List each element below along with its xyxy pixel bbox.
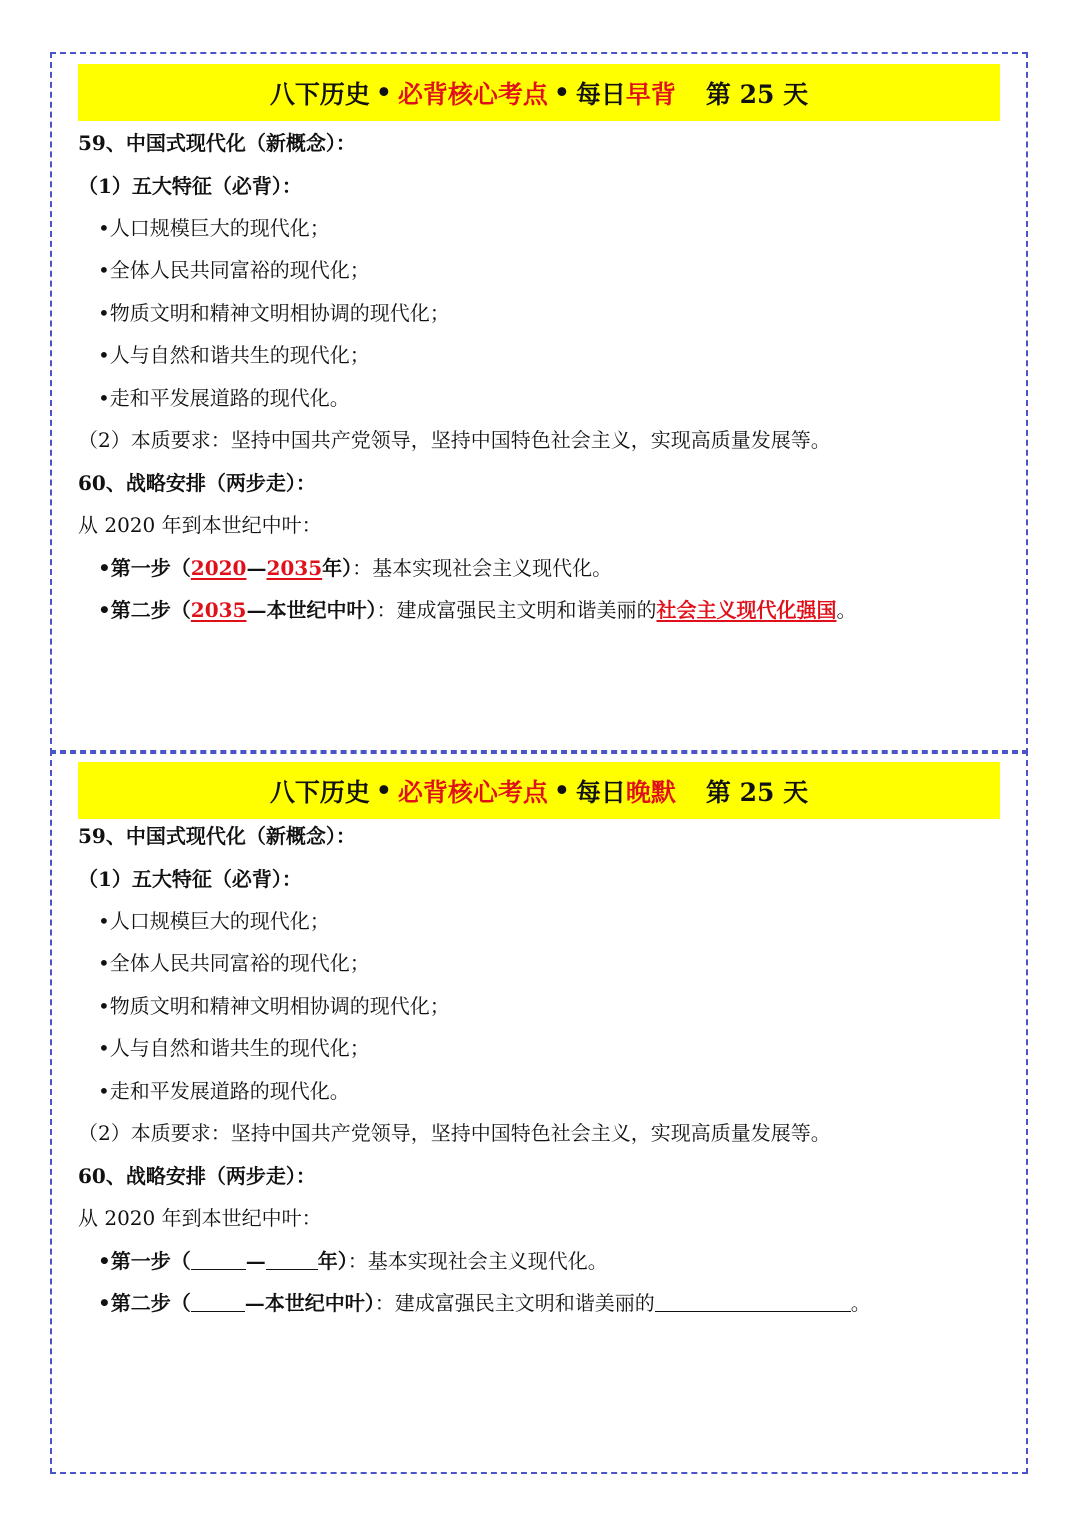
banner-daily: 每日 — [575, 777, 626, 807]
feature-item: •人口规模巨大的现代化； — [98, 216, 330, 240]
q59-title: 59、中国式现代化（新概念）： — [78, 131, 356, 155]
banner-mode: 早背 — [625, 79, 676, 109]
feature-item: •走和平发展道路的现代化。 — [98, 1079, 350, 1103]
step1-text: ：基本实现社会主义现代化。 — [352, 556, 613, 580]
step1-lead: •第一步（ — [98, 1249, 191, 1273]
banner-subject: 八下历史 — [269, 79, 370, 109]
feature-item: •全体人民共同富裕的现代化； — [98, 258, 370, 282]
q60-title: 60、战略安排（两步走）： — [78, 471, 316, 495]
step2-text: ：建成富强民主文明和谐美丽的 — [374, 1291, 655, 1315]
q59-sub1: （1）五大特征（必背）： — [78, 867, 302, 891]
step1-dash: — — [246, 556, 267, 580]
banner-mode: 晚默 — [625, 777, 676, 807]
banner-separator: • — [375, 776, 392, 805]
banner-subject: 八下历史 — [269, 777, 370, 807]
step2-line — [98, 597, 856, 623]
evening-card — [50, 750, 1028, 1474]
feature-item: •物质文明和精神文明相协调的现代化； — [98, 994, 450, 1018]
q60-intro: 从 2020 年到本世纪中叶： — [78, 513, 322, 537]
step1-text: ：基本实现社会主义现代化。 — [347, 1249, 608, 1273]
feature-item: •物质文明和精神文明相协调的现代化； — [98, 301, 450, 325]
step1-line — [98, 1248, 608, 1274]
q59-sub2: （2）本质要求：坚持中国共产党领导，坚持中国特色社会主义，实现高质量发展等。 — [78, 428, 831, 452]
feature-item: •人与自然和谐共生的现代化； — [98, 343, 370, 367]
step2-blank-goal[interactable] — [655, 1291, 851, 1312]
step2-text: ：建成富强民主文明和谐美丽的 — [376, 598, 657, 622]
step2-goal: 社会主义现代化强国 — [656, 598, 837, 622]
evening-banner — [78, 762, 1000, 819]
step1-dash: — — [245, 1249, 266, 1273]
banner-separator: • — [553, 776, 570, 805]
step2-end: 。 — [850, 1291, 871, 1315]
banner-separator: • — [553, 78, 570, 107]
step2-lead: •第二步（ — [98, 598, 191, 622]
q59-sub2: （2）本质要求：坚持中国共产党领导，坚持中国特色社会主义，实现高质量发展等。 — [78, 1121, 831, 1145]
step1-line — [98, 555, 612, 581]
step2-end: 。 — [836, 598, 857, 622]
banner-day: 第 25 天 — [705, 79, 809, 109]
banner-topic: 必背核心考点 — [397, 79, 548, 109]
step1-close: 年） — [322, 556, 353, 580]
morning-banner — [78, 64, 1000, 121]
feature-item: •人口规模巨大的现代化； — [98, 909, 330, 933]
banner-daily: 每日 — [575, 79, 626, 109]
feature-item: •全体人民共同富裕的现代化； — [98, 951, 370, 975]
step2-lead: •第二步（ — [98, 1291, 191, 1315]
step2-line — [98, 1290, 871, 1316]
step2-blank-start[interactable] — [191, 1291, 245, 1312]
morning-card — [50, 52, 1028, 754]
step2-mid: —本世纪中叶） — [246, 598, 377, 622]
step1-year-end: 2035 — [266, 556, 323, 580]
step1-lead: •第一步（ — [98, 556, 191, 580]
step1-blank-start[interactable] — [191, 1249, 246, 1270]
step1-year-start: 2020 — [190, 556, 247, 580]
feature-item: •走和平发展道路的现代化。 — [98, 386, 350, 410]
banner-separator: • — [375, 78, 392, 107]
step2-mid: —本世纪中叶） — [244, 1291, 375, 1315]
q59-title: 59、中国式现代化（新概念）： — [78, 824, 356, 848]
q60-intro: 从 2020 年到本世纪中叶： — [78, 1206, 322, 1230]
step2-year-start: 2035 — [190, 598, 247, 622]
step1-blank-end[interactable] — [266, 1249, 318, 1270]
banner-day: 第 25 天 — [705, 777, 809, 807]
feature-item: •人与自然和谐共生的现代化； — [98, 1036, 370, 1060]
banner-topic: 必背核心考点 — [397, 777, 548, 807]
step1-close: 年） — [317, 1249, 348, 1273]
q60-title: 60、战略安排（两步走）： — [78, 1164, 316, 1188]
q59-sub1: （1）五大特征（必背）： — [78, 174, 302, 198]
